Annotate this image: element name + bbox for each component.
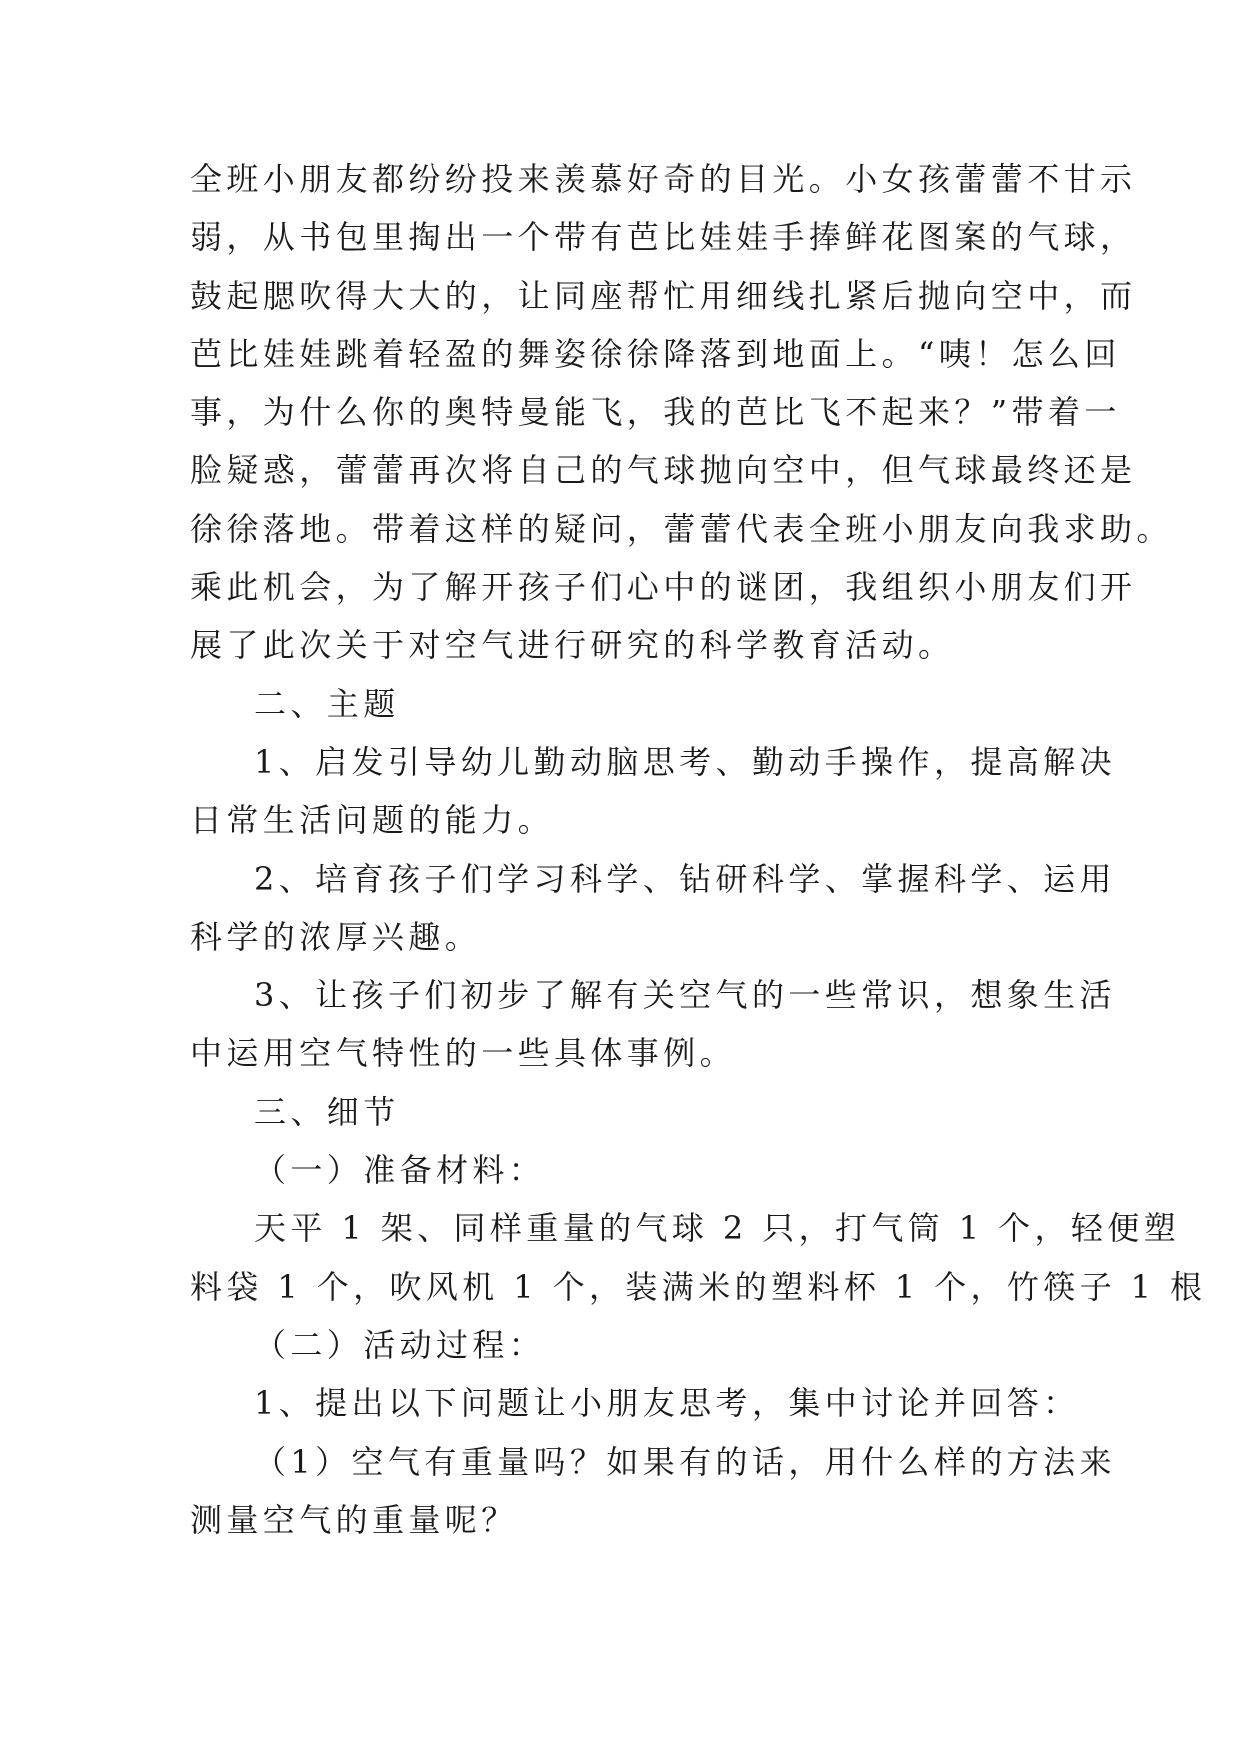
materials-line: 天平 1 架、同样重量的气球 2 只，打气筒 1 个，轻便塑 [254, 1209, 1181, 1248]
paragraph-line: 脸疑惑，蕾蕾再次将自己的气球抛向空中，但气球最终还是 [190, 451, 1137, 490]
step-item: 1、提出以下问题让小朋友思考，集中讨论并回答： [254, 1384, 1080, 1423]
paragraph-line: 弱，从书包里掏出一个带有芭比娃娃手捧鲜花图案的气球， [190, 218, 1137, 257]
subsection-heading: （二）活动过程： [254, 1325, 546, 1364]
paragraph-line: 事，为什么你的奥特曼能飞，我的芭比飞不起来？”带着一 [190, 393, 1121, 432]
theme-item-1-cont: 日常生活问题的能力。 [190, 801, 555, 840]
theme-item-2: 2、培育孩子们学习科学、钻研科学、掌握科学、运用 [254, 859, 1116, 898]
paragraph-line: 乘此机会，为了解开孩子们心中的谜团，我组织小朋友们开 [190, 568, 1137, 607]
paragraph-line: 展了此次关于对空气进行研究的科学教育活动。 [190, 626, 955, 665]
paragraph-line: 芭比娃娃跳着轻盈的舞姿徐徐降落到地面上。“咦！怎么回 [190, 334, 1121, 373]
section-heading: 二、主题 [254, 684, 400, 723]
document-page [190, 150, 1207, 1549]
theme-item-3: 3、让孩子们初步了解有关空气的一些常识，想象生活 [254, 976, 1116, 1015]
paragraph-line: 全班小朋友都纷纷投来羡慕好奇的目光。小女孩蕾蕾不甘示 [190, 160, 1137, 198]
question-item: （1）空气有重量吗？如果有的话，用什么样的方法来 [254, 1442, 1116, 1481]
theme-item-1: 1、启发引导幼儿勤动脑思考、勤动手操作，提高解决 [254, 742, 1116, 781]
theme-item-2-cont: 科学的浓厚兴趣。 [190, 917, 482, 956]
materials-line-cont: 料袋 1 个，吹风机 1 个，装满米的塑料杯 1 个，竹筷子 1 根 [190, 1267, 1207, 1306]
paragraph-line: 鼓起腮吹得大大的，让同座帮忙用细线扎紧后抛向空中，而 [190, 276, 1137, 315]
subsection-heading: （一）准备材料： [254, 1151, 546, 1190]
question-item-cont: 测量空气的重量呢？ [190, 1500, 518, 1539]
section-heading: 三、细节 [254, 1092, 400, 1131]
theme-item-3-cont: 中运用空气特性的一些具体事例。 [190, 1034, 737, 1073]
paragraph-line: 徐徐落地。带着这样的疑问，蕾蕾代表全班小朋友向我求助。 [190, 509, 1173, 548]
